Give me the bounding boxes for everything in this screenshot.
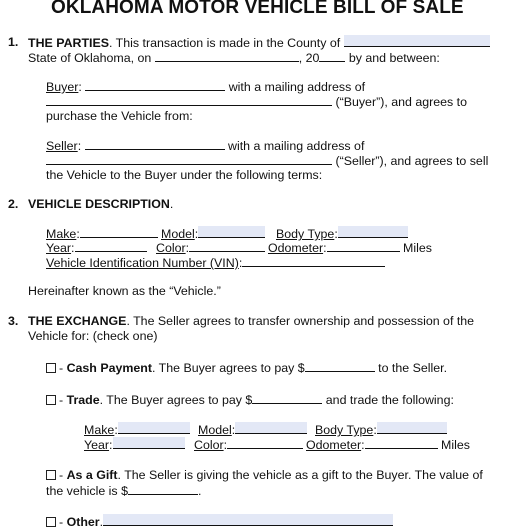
buyer-label: Buyer: [46, 80, 79, 94]
seller-name-field[interactable]: [85, 138, 225, 150]
cash-tail: to the Seller.: [378, 361, 448, 375]
trade-model-field[interactable]: [235, 422, 307, 434]
other-checkbox[interactable]: [46, 517, 56, 527]
trade-make-row: Make:: [84, 422, 190, 437]
trade-body-type-label: Body Type: [315, 423, 374, 437]
trade-bodytype-row: Body Type:: [315, 422, 447, 437]
trade-body-type-field[interactable]: [377, 422, 447, 434]
trade-color-label: Color: [194, 438, 224, 452]
odometer-label: Odometer: [268, 241, 324, 255]
body-type-label: Body Type: [276, 227, 335, 241]
section-2-number: 2.: [8, 197, 19, 211]
trade-tail: and trade the following:: [325, 393, 454, 407]
seller-address-line: [46, 153, 488, 168]
vehicle-year-field[interactable]: [75, 240, 147, 252]
other-dash: -: [59, 515, 67, 529]
model-field[interactable]: [198, 226, 265, 238]
section-2-heading: VEHICLE DESCRIPTION: [28, 197, 170, 211]
date-field[interactable]: [155, 50, 299, 62]
gift-value-field[interactable]: [128, 483, 198, 495]
cash-option: [46, 360, 447, 375]
section-3-number: 3.: [8, 314, 19, 328]
cash-checkbox[interactable]: [46, 363, 56, 373]
county-field[interactable]: [344, 35, 490, 47]
buyer-purchase-text: purchase the Vehicle from:: [46, 109, 193, 123]
section-1-line-2: [28, 50, 440, 65]
body-type-field[interactable]: [338, 226, 408, 238]
vehicle-odometer-row: Odometer: Miles: [268, 241, 432, 255]
trade-year-field[interactable]: [113, 437, 185, 449]
document-title: OKLAHOMA MOTOR VEHICLE BILL OF SALE: [51, 0, 464, 18]
trade-color-row: Color:: [194, 437, 303, 452]
vehicle-bodytype-row: Body Type:: [276, 226, 408, 241]
trade-make-label: Make: [84, 423, 115, 437]
section-3-intro-2: Vehicle for: (check one): [28, 329, 158, 343]
trade-make-field[interactable]: [118, 422, 190, 434]
cash-dash: -: [59, 361, 67, 375]
vehicle-make-row: Make:: [46, 226, 158, 241]
gift-dash: -: [59, 468, 67, 482]
trade-year-row: Year:: [84, 437, 185, 452]
buyer-address-field[interactable]: [46, 94, 332, 106]
seller-mailing-text: with a mailing address of: [228, 139, 365, 153]
year-label: Year: [46, 241, 72, 255]
section-3-intro: . The Seller agrees to transfer ownership and possession of the: [126, 314, 475, 328]
buyer-address-line: [46, 94, 467, 109]
seller-line: Seller: with a mailing address of: [46, 139, 365, 153]
vehicle-color-row: Color:: [156, 240, 265, 255]
vehicle-known-text: Hereinafter known as the “Vehicle.”: [28, 284, 221, 298]
cash-text: . The Buyer agrees to pay $: [151, 361, 305, 375]
seller-address-field[interactable]: [46, 153, 332, 165]
trade-dash: -: [59, 393, 67, 407]
between-text: by and between:: [348, 51, 440, 65]
make-field[interactable]: [80, 226, 158, 238]
section-1-line-1: [28, 35, 490, 50]
buyer-line: Buyer: with a mailing address of: [46, 80, 366, 94]
gift-value-line: the vehicle is $ .: [46, 484, 202, 498]
other-field[interactable]: [103, 514, 393, 526]
odometer-field[interactable]: [327, 240, 400, 252]
year-field[interactable]: [319, 50, 345, 62]
buyer-mailing-text: with a mailing address of: [228, 80, 366, 94]
trade-year-label: Year: [84, 438, 110, 452]
trade-odometer-label: Odometer: [306, 438, 362, 452]
section-3-heading: THE EXCHANGE: [28, 314, 127, 328]
vehicle-model-row: Model:: [161, 226, 265, 241]
trade-color-field[interactable]: [227, 437, 303, 449]
section-1-text: . This transaction is made in the County of: [109, 36, 341, 50]
trade-model-label: Model: [198, 423, 232, 437]
color-field[interactable]: [189, 240, 265, 252]
color-label: Color: [156, 241, 186, 255]
seller-label: Seller: [46, 139, 78, 153]
year-prefix: , 20: [298, 51, 320, 65]
seller-agrees-text: (“Seller”), and agrees to sell: [335, 154, 489, 168]
seller-terms-text: the Vehicle to the Buyer under the following terms:: [46, 168, 323, 182]
vin-field[interactable]: [242, 255, 385, 267]
trade-label: Trade: [66, 393, 100, 407]
trade-odometer-row: Odometer: Miles: [306, 438, 470, 452]
cash-label: Cash Payment: [66, 361, 152, 375]
gift-text: . The Seller is giving the vehicle as a gift to the Buyer. The value of: [117, 468, 483, 482]
gift-label: As a Gift: [66, 468, 118, 482]
trade-option: [46, 392, 454, 407]
trade-model-row: Model:: [198, 422, 307, 437]
buyer-agrees-text: (“Buyer”), and agrees to: [335, 95, 467, 109]
buyer-name-field[interactable]: [85, 79, 225, 91]
gift-option: [46, 468, 483, 482]
other-label: Other: [66, 515, 100, 529]
vin-label: Vehicle Identification Number (VIN): [46, 256, 239, 270]
trade-odometer-field[interactable]: [365, 437, 438, 449]
model-label: Model: [161, 227, 195, 241]
trade-amount-field[interactable]: [252, 392, 322, 404]
vin-row: Vehicle Identification Number (VIN):: [46, 255, 385, 270]
trade-miles-unit: Miles: [441, 438, 470, 452]
trade-checkbox[interactable]: [46, 395, 56, 405]
miles-unit: Miles: [403, 241, 432, 255]
state-text: State of Oklahoma, on: [28, 51, 152, 65]
section-1-heading: THE PARTIES: [28, 36, 110, 50]
section-1-number: 1.: [8, 35, 19, 49]
gift-value-text: the vehicle is $: [46, 484, 128, 498]
section-2-heading-line: VEHICLE DESCRIPTION.: [28, 197, 174, 211]
cash-amount-field[interactable]: [305, 360, 375, 372]
vehicle-year-row: Year:: [46, 240, 147, 255]
section-3-intro-line: [28, 314, 474, 328]
gift-checkbox[interactable]: [46, 470, 56, 480]
other-option: - Other.: [46, 514, 393, 529]
make-label: Make: [46, 227, 77, 241]
trade-text: . The Buyer agrees to pay $: [99, 393, 253, 407]
